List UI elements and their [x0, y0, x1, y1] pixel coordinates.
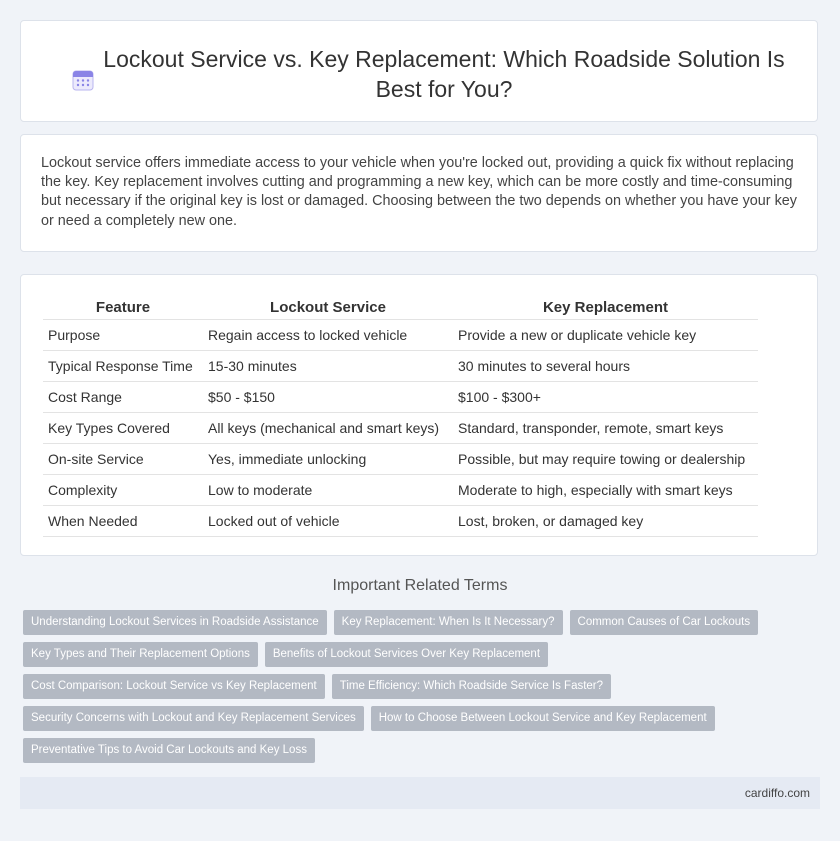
related-term-tag[interactable]: Security Concerns with Lockout and Key Replacement Services: [23, 706, 364, 731]
intro-paragraph: Lockout service offers immediate access to your vehicle when you're locked out, providing a quick fix without replacing the key. Key replacement involves cutting and programming a new key, which can be more costly and time-consuming but necessary if the original key is lost or damaged. Choosing between the two depends on whether you have your key or need a completely new one.: [41, 155, 797, 229]
table-cell: Low to moderate: [203, 475, 453, 506]
page-title: Lockout Service vs. Key Replacement: Which Roadside Solution Is Best for You?: [103, 46, 785, 102]
related-term-tag[interactable]: Benefits of Lockout Services Over Key Replacement: [265, 642, 548, 667]
table-cell: Complexity: [43, 475, 203, 506]
table-cell: Locked out of vehicle: [203, 506, 453, 537]
table-row: [43, 351, 758, 382]
table-row: [43, 382, 758, 413]
table-cell: Lost, broken, or damaged key: [453, 506, 758, 537]
table-cell: Provide a new or duplicate vehicle key: [453, 320, 758, 351]
table-cell: When Needed: [43, 506, 203, 537]
table-row: [43, 320, 758, 351]
table-cell: $50 - $150: [203, 382, 453, 413]
table-cell: Key Types Covered: [43, 413, 203, 444]
related-terms-heading: Important Related Terms: [332, 577, 508, 594]
tag-row: [23, 738, 823, 770]
intro-card: [20, 134, 818, 252]
column-header-feature: Feature: [43, 295, 203, 320]
tag-row: [23, 706, 823, 738]
table-row: [43, 475, 758, 506]
tag-row: [23, 642, 823, 674]
table-cell: Possible, but may require towing or dealership: [453, 444, 758, 475]
table-cell: $100 - $300+: [453, 382, 758, 413]
related-terms-tags: [23, 610, 823, 770]
related-term-tag[interactable]: How to Choose Between Lockout Service and Key Replacement: [371, 706, 715, 731]
table-cell: Moderate to high, especially with smart keys: [453, 475, 758, 506]
footer: [20, 777, 820, 809]
related-term-tag[interactable]: Cost Comparison: Lockout Service vs Key Replacement: [23, 674, 325, 699]
related-term-tag[interactable]: Preventative Tips to Avoid Car Lockouts and Key Loss: [23, 738, 315, 763]
column-header-lockout-service: Lockout Service: [203, 295, 453, 320]
title-card: [20, 20, 818, 122]
related-term-tag[interactable]: Time Efficiency: Which Roadside Service Is Faster?: [332, 674, 611, 699]
table-cell: Typical Response Time: [43, 351, 203, 382]
table-cell: Yes, immediate unlocking: [203, 444, 453, 475]
related-term-tag[interactable]: Key Replacement: When Is It Necessary?: [334, 610, 563, 635]
table-cell: Purpose: [43, 320, 203, 351]
comparison-card: [20, 274, 818, 556]
table-row: [43, 444, 758, 475]
comparison-table: [43, 295, 758, 537]
related-term-tag[interactable]: Key Types and Their Replacement Options: [23, 642, 258, 667]
table-cell: Cost Range: [43, 382, 203, 413]
table-row: [43, 413, 758, 444]
table-cell: On-site Service: [43, 444, 203, 475]
tag-row: [23, 674, 823, 706]
table-header-row: [43, 295, 758, 320]
footer-site-link[interactable]: cardiffo.com: [744, 786, 810, 800]
table-cell: All keys (mechanical and smart keys): [203, 413, 453, 444]
table-cell: Standard, transponder, remote, smart keys: [453, 413, 758, 444]
related-term-tag[interactable]: Understanding Lockout Services in Roadside Assistance: [23, 610, 327, 635]
related-term-tag[interactable]: Common Causes of Car Lockouts: [570, 610, 759, 635]
table-row: [43, 506, 758, 537]
table-cell: 15-30 minutes: [203, 351, 453, 382]
table-cell: Regain access to locked vehicle: [203, 320, 453, 351]
column-header-key-replacement: Key Replacement: [453, 295, 758, 320]
table-cell: 30 minutes to several hours: [453, 351, 758, 382]
tag-row: [23, 610, 823, 642]
